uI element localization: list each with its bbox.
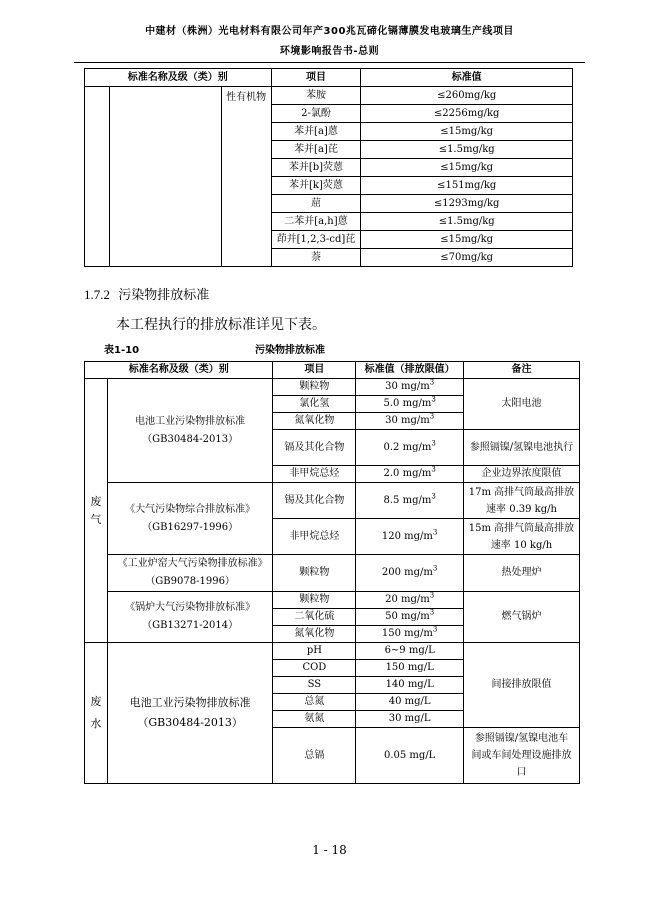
item-cell: 锡及其化合物 — [273, 483, 356, 519]
table-row — [85, 483, 580, 519]
column-header: 标准名称及级（类）别 — [85, 362, 273, 379]
value-cell: 6~9 mg/L — [356, 643, 464, 660]
item-cell: 总镉 — [273, 728, 356, 784]
item-cell: 颗粒物 — [273, 592, 356, 609]
value-cell: ≤1293mg/kg — [361, 195, 573, 213]
table-row — [85, 379, 580, 396]
item-cell: 非甲烷总烃 — [273, 466, 356, 483]
standard-name-cell: 《锅炉大气污染物排放标准》（GB13271-2014） — [107, 592, 273, 643]
item-cell: 茚并[1,2,3-cd]芘 — [271, 231, 361, 249]
value-cell: ≤2256mg/kg — [361, 105, 573, 123]
item-cell: 氮氧化物 — [273, 413, 356, 430]
header-title: 中建材（株洲）光电材料有限公司年产300兆瓦碲化镉薄膜发电玻璃生产线项目 — [145, 26, 514, 37]
table-row — [85, 592, 580, 609]
note-cell: 太阳电池 — [464, 379, 580, 430]
value-cell: 5.0 $mg/m^3$ — [356, 396, 464, 413]
note-cell: 参照镉镍/氢镍电池执行 — [464, 430, 580, 466]
column-header: 备注 — [464, 362, 580, 379]
standard-name-cell: 《大气污染物综合排放标准》（GB16297-1996） — [107, 483, 273, 555]
value-cell: ≤15mg/kg — [361, 159, 573, 177]
note-cell: 17m 高排气筒最高排放速率 0.39 kg/h — [464, 483, 580, 519]
column-header: 标准名称及级（类）别 — [85, 69, 272, 87]
value-cell: 30 $mg/m^3$ — [356, 379, 464, 396]
value-cell: ≤15mg/kg — [361, 231, 573, 249]
table-row — [85, 643, 580, 660]
standard-name-cell: 电池工业污染物排放标准（GB30484-2013） — [107, 379, 273, 483]
value-cell: 30 $mg/m^3$ — [356, 413, 464, 430]
note-cell: 参照镉镍/氢镍电池车间或车间处理设施排放口 — [464, 728, 580, 784]
value-cell: 200 $mg/m^3$ — [356, 555, 464, 592]
value-cell: ≤151mg/kg — [361, 177, 573, 195]
item-cell: 苯并[a]芘 — [271, 141, 361, 159]
standard-name-cell: 电池工业污染物排放标准（GB30484-2013） — [107, 643, 273, 784]
section-heading — [84, 284, 209, 303]
item-cell: pH — [273, 643, 356, 660]
item-cell: 非甲烷总烃 — [273, 519, 356, 555]
item-cell: 镉及其化合物 — [273, 430, 356, 466]
value-cell: 30 mg/L — [356, 711, 464, 728]
value-cell: 2.0 $mg/m^3$ — [356, 466, 464, 483]
value-cell: 120 $mg/m^3$ — [356, 519, 464, 555]
item-cell: 二氧化硫 — [273, 609, 356, 626]
table-row — [85, 87, 573, 105]
value-cell: ≤1.5mg/kg — [361, 213, 573, 231]
table-header-row — [85, 362, 580, 379]
note-cell: 企业边界浓度限值 — [464, 466, 580, 483]
item-cell: 䓛 — [271, 195, 361, 213]
category-cell: 废水 — [85, 643, 108, 784]
column-header: 项目 — [271, 69, 361, 87]
emission-standard-table — [84, 361, 580, 784]
item-cell: 萘 — [271, 249, 361, 267]
section-title: 污染物排放标准 — [118, 288, 210, 303]
column-header: 项目 — [273, 362, 356, 379]
table-header-row — [85, 69, 573, 87]
value-cell: 0.2 $mg/m^3$ — [356, 430, 464, 466]
category-cell: 废气 — [85, 379, 108, 643]
column-header: 标准值 — [361, 69, 573, 87]
value-cell: 0.05 mg/L — [356, 728, 464, 784]
table-cell — [85, 87, 110, 267]
item-cell: 苯并[a]蒽 — [271, 123, 361, 141]
item-cell: 氯化氢 — [273, 396, 356, 413]
soil-standard-table — [84, 68, 573, 267]
item-cell: 颗粒物 — [273, 555, 356, 592]
value-cell: ≤70mg/kg — [361, 249, 573, 267]
item-cell: 苯并[b]荧蒽 — [271, 159, 361, 177]
table-caption-number: 表1-10 — [104, 345, 140, 356]
value-cell: 150 $mg/m^3$ — [356, 626, 464, 643]
table-row — [85, 555, 580, 592]
note-cell: 热处理炉 — [464, 555, 580, 592]
item-cell: 总氮 — [273, 694, 356, 711]
value-cell: ≤260mg/kg — [361, 87, 573, 105]
item-cell: 氮氧化物 — [273, 626, 356, 643]
standard-name-cell: 《工业炉窑大气污染物排放标准》（GB9078-1996） — [107, 555, 273, 592]
item-cell: 氨氮 — [273, 711, 356, 728]
item-cell: 颗粒物 — [273, 379, 356, 396]
value-cell: 150 mg/L — [356, 660, 464, 677]
value-cell: ≤15mg/kg — [361, 123, 573, 141]
body-paragraph: 本工程执行的排放标准详见下表。 — [116, 317, 326, 333]
section-number: 1.7.2 — [84, 287, 110, 302]
item-cell: 二苯并[a,h]蒽 — [271, 213, 361, 231]
item-cell: COD — [273, 660, 356, 677]
table-caption-title: 污染物排放标准 — [255, 345, 325, 356]
value-cell: 140 mg/L — [356, 677, 464, 694]
header-subtitle: 环境影响报告书-总则 — [279, 46, 380, 57]
category-cell: 性有机物 — [221, 87, 271, 267]
note-cell: 15m 高排气筒最高排放速率 10 kg/h — [464, 519, 580, 555]
note-cell: 间接排放限值 — [464, 643, 580, 728]
item-cell: 苯并[k]荧蒽 — [271, 177, 361, 195]
value-cell: 40 mg/L — [356, 694, 464, 711]
page-number: 1 - 18 — [312, 843, 347, 857]
value-cell: 50 $mg/m^3$ — [356, 609, 464, 626]
item-cell: 2-氯酚 — [271, 105, 361, 123]
value-cell: 20 $mg/m^3$ — [356, 592, 464, 609]
value-cell: 8.5 $mg/m^3$ — [356, 483, 464, 519]
note-cell: 燃气锅炉 — [464, 592, 580, 643]
item-cell: 苯胺 — [271, 87, 361, 105]
column-header: 标准值（排放限值） — [356, 362, 464, 379]
table-cell — [109, 87, 221, 267]
value-cell: ≤1.5mg/kg — [361, 141, 573, 159]
item-cell: SS — [273, 677, 356, 694]
header-rule — [74, 62, 585, 63]
